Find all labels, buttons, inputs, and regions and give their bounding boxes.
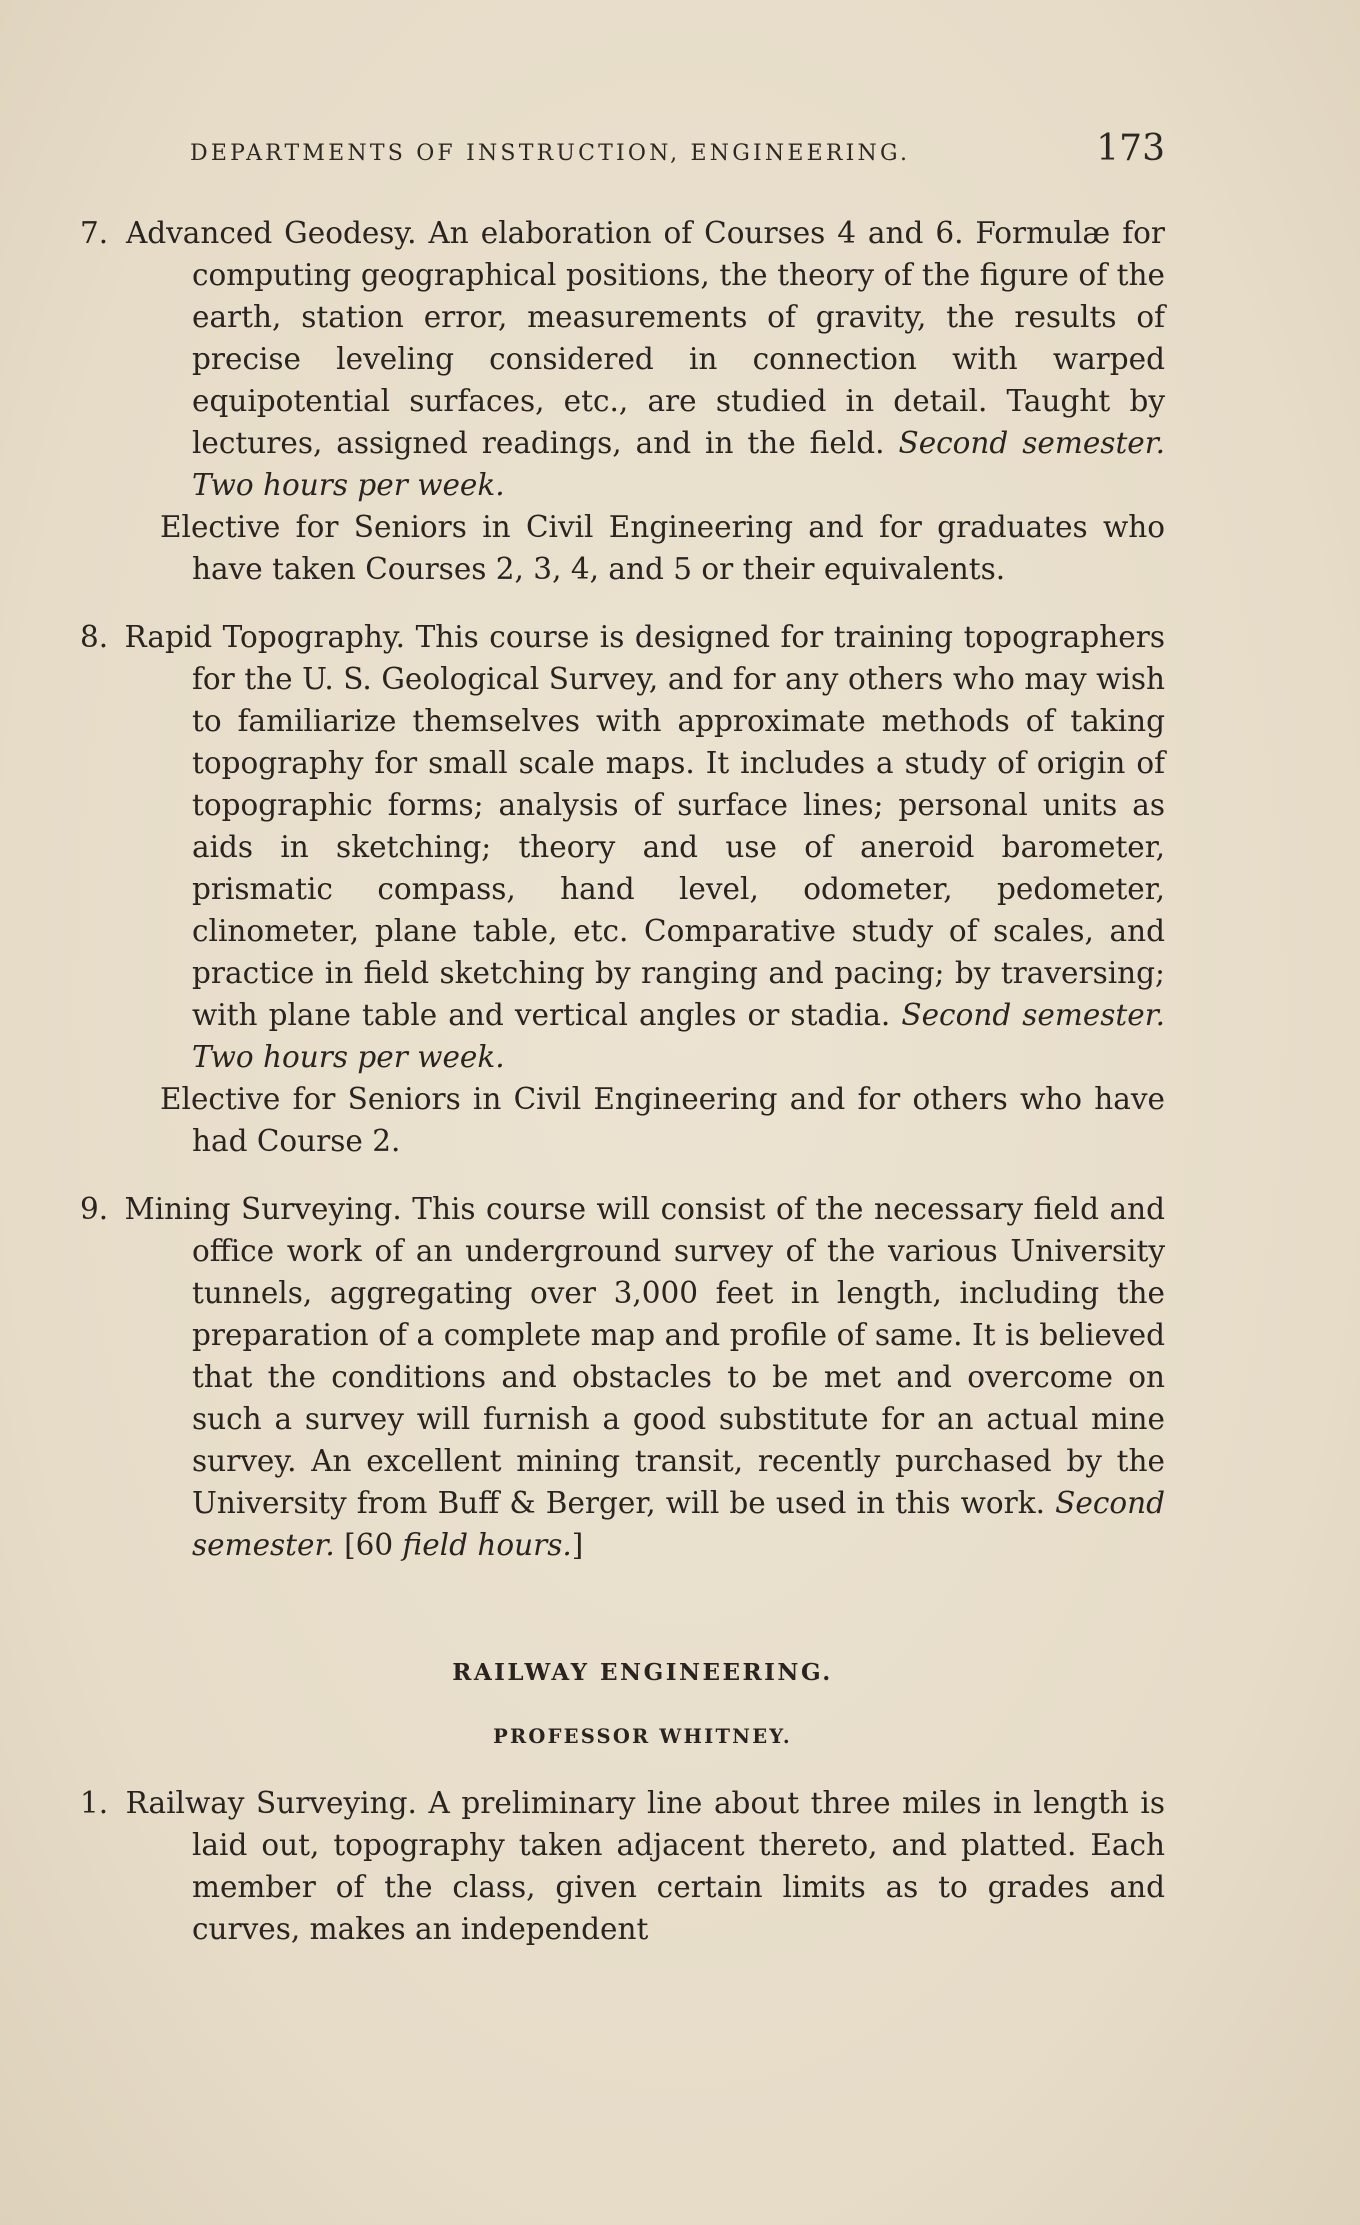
course-7	[80, 212, 1165, 590]
course-title: Mining Surveying.	[124, 1192, 402, 1226]
course-title: Advanced Geodesy.	[125, 216, 417, 250]
section-title: RAILWAY ENGINEERING.	[452, 1659, 833, 1686]
section-professor: PROFESSOR WHITNEY.	[493, 1725, 792, 1748]
course-number: 1.	[80, 1786, 109, 1820]
course-text: An elaboration of Courses 4 and 6. Formulæ for computing geographical positions, the theory of the figure of the earth, station error, measurements of gravity, the results of precise leveling considered in connection with warped equipotential surfaces, etc., are studied in detail. Taught by lectures, assigned readings, and in the field.	[192, 216, 1165, 460]
course-text: A preliminary line about three miles in length is laid out, topography taken adjacent thereto, and platted. Each member of the class, given certain limits as to grades and curves, makes an independent	[192, 1786, 1165, 1946]
course-number: 7.	[80, 216, 109, 250]
course-hours-open: [60	[344, 1528, 403, 1562]
course-hours: Two hours per week.	[192, 468, 505, 502]
course-semester: Second semester.	[901, 998, 1165, 1032]
page-number: 173	[1096, 128, 1165, 169]
course-elective: Elective for Seniors in Civil Engineering and for graduates who have taken Courses 2, 3, 4, and 5 or their equivalents.	[160, 510, 1165, 586]
course-semester: Second semester.	[898, 426, 1165, 460]
running-title: DEPARTMENTS OF INSTRUCTION, ENGINEERING.	[190, 141, 911, 166]
page-content	[80, 212, 1165, 1976]
course-hours: Two hours per week.	[192, 1040, 505, 1074]
running-head	[190, 128, 1165, 169]
railway-course-1	[80, 1782, 1165, 1950]
course-text: This course is designed for training topographers for the U. S. Geological Survey, and for any others who may wish to familiarize themselves with approximate methods of taking topography for small scale maps. It includes a study of origin of topographic forms; analysis of surface lines; personal units as aids in sketching; theory and use of aneroid barometer, prismatic compass, hand level, odometer, pedometer, clinometer, plane table, etc. Comparative study of scales, and practice in field sketching by ranging and pacing; by traversing; with plane table and vertical angles or stadia.	[192, 620, 1165, 1032]
course-9	[80, 1188, 1165, 1566]
course-hours: field hours.	[402, 1528, 572, 1562]
course-text: This course will consist of the necessary field and office work of an underground survey of the various University tunnels, aggregating over 3,000 feet in length, including the preparation of a complete map and profile of same. It is believed that the conditions and obstacles to be met and overcome on such a survey will furnish a good substitute for an actual mine survey. An excellent mining transit, recently purchased by the University from Buff & Berger, will be used in this work.	[192, 1192, 1165, 1520]
course-description	[80, 212, 1165, 506]
course-title: Rapid Topography.	[124, 620, 406, 654]
course-description	[80, 616, 1165, 1078]
course-number: 9.	[80, 1192, 109, 1226]
course-description	[80, 1782, 1165, 1950]
course-hours-close: ]	[571, 1528, 584, 1562]
course-8	[80, 616, 1165, 1162]
course-title: Railway Surveying.	[125, 1786, 417, 1820]
course-semester: Second semester.	[192, 1486, 1165, 1562]
course-description	[80, 1188, 1165, 1566]
course-number: 8.	[80, 620, 109, 654]
course-elective: Elective for Seniors in Civil Engineering and for others who have had Course 2.	[160, 1082, 1165, 1158]
